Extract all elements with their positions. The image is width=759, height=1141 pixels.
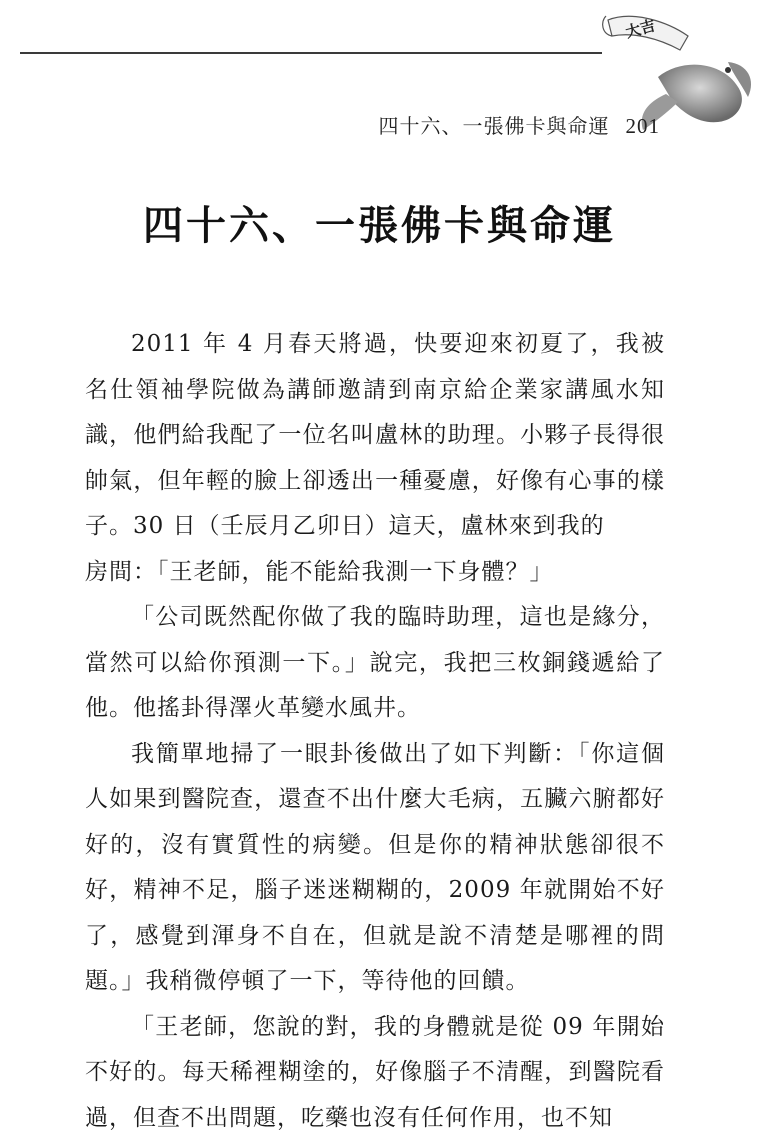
paragraph: 房間：「王老師，能不能給我測一下身體？」 xyxy=(85,550,665,596)
running-head xyxy=(379,110,661,139)
running-title: 四十六、一張佛卡與命運 xyxy=(379,114,610,138)
ornament-text: 大吉 xyxy=(624,16,658,41)
body-text xyxy=(85,322,665,1141)
header-rule xyxy=(20,52,602,54)
paragraph: 「公司既然配你做了我的臨時助理，這也是緣分，當然可以給你預測一下。」說完，我把三枚銅錢遞給了他。他搖卦得澤火革變水風井。 xyxy=(85,595,665,732)
chapter-title: 四十六、一張佛卡與命運 xyxy=(0,194,759,251)
paragraph: 2011 年 4 月春天將過，快要迎來初夏了，我被名仕領袖學院做為講師邀請到南京給企業家講風水知識，他們給我配了一位名叫盧林的助理。小夥子長得很帥氣，但年輕的臉上卻透出一種憂慮，好像有心事的樣子。30 日（壬辰月乙卯日）這天，盧林來到我的 xyxy=(85,322,665,550)
page-number: 201 xyxy=(626,114,661,138)
paragraph: 我簡單地掃了一眼卦後做出了如下判斷：「你這個人如果到醫院查，還查不出什麼大毛病，五臟六腑都好好的，沒有實質性的病變。但是你的精神狀態卻很不好，精神不足，腦子迷迷糊糊的，2009 年就開始不好了，感覺到渾身不自在，但就是說不清楚是哪裡的問題。」我稍微停頓了一下，等待他的回饋。 xyxy=(85,732,665,1005)
paragraph: 「王老師，您說的對，我的身體就是從 09 年開始不好的。每天稀裡糊塗的，好像腦子不清醒，到醫院看過，但查不出問題，吃藥也沒有任何作用，也不知 xyxy=(85,1005,665,1141)
